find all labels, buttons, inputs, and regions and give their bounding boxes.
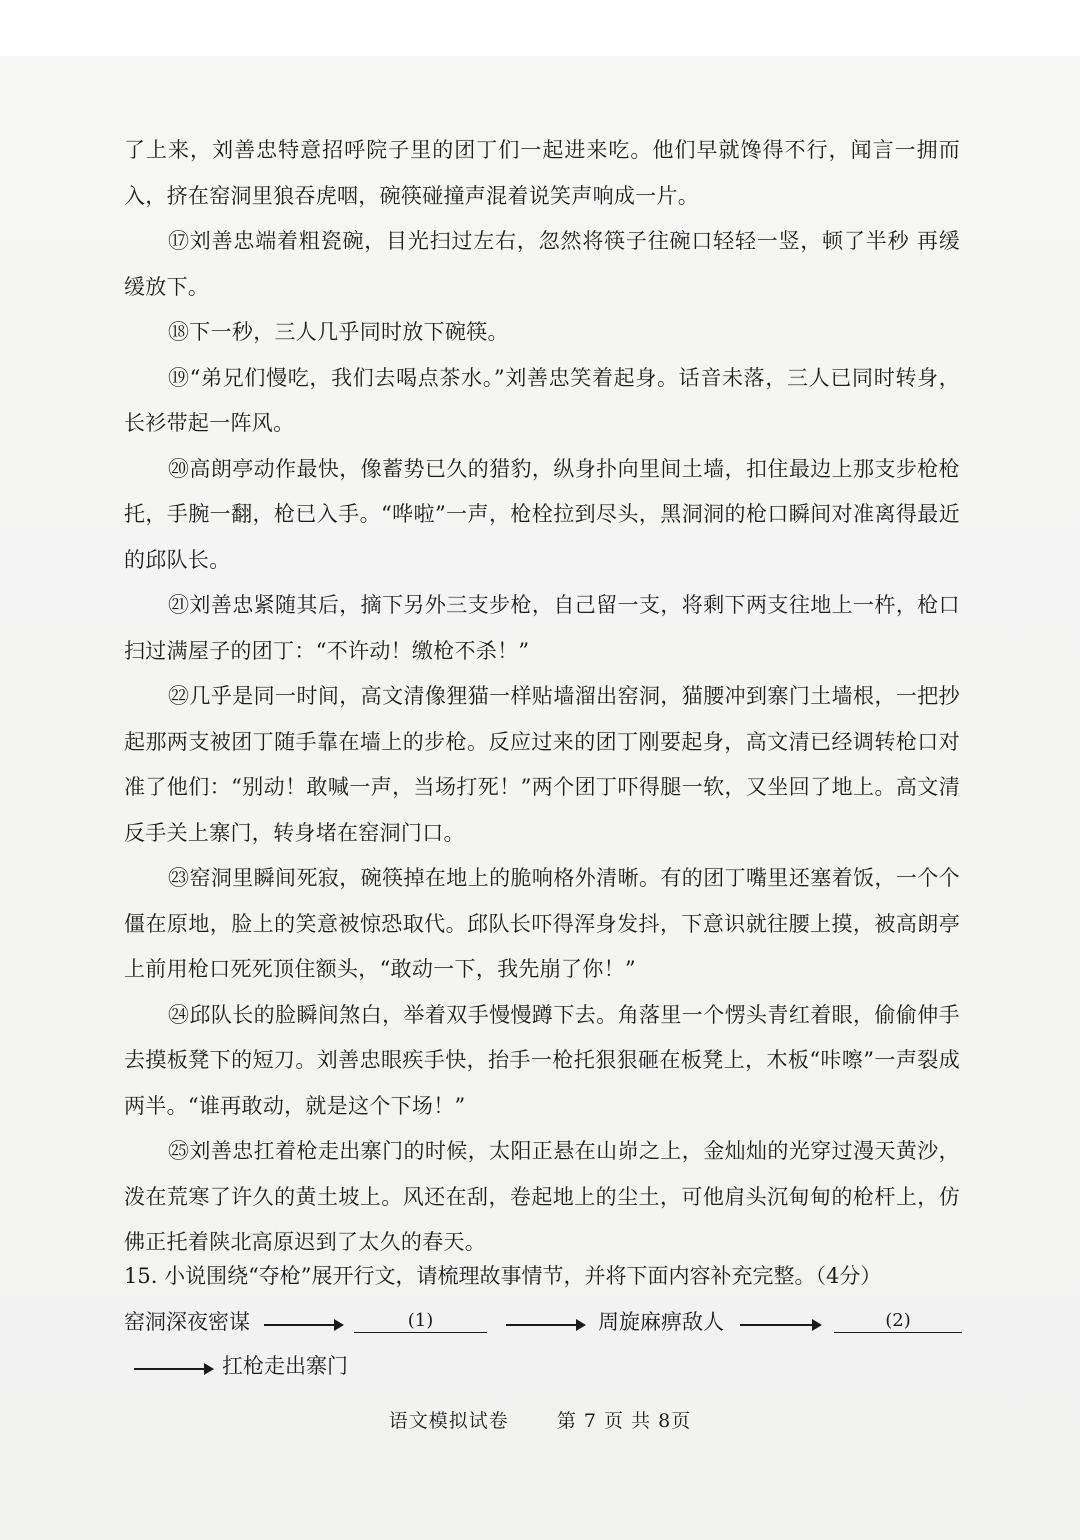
paragraph-22: ㉒几乎是同一时间，高文清像狸猫一样贴墙溜出窑洞，猫腰冲到寨门土墙根，一把抄起那两支被团丁随手靠在墙上的步枪。反应过来的团丁刚要起身，高文清已经调转枪口对准了他们：“别动！敢喊一声，当场打死！”两个团丁吓得腿一软，又坐回了地上。高文清反手关上寨门，转身堵在窑洞门口。 bbox=[124, 684, 960, 845]
footer-page-number: 第 7 页 共 8页 bbox=[556, 1410, 692, 1432]
paragraph-21: ㉑刘善忠紧随其后，摘下另外三支步枪，自己留一支，将剩下两支往地上一杵，枪口扫过满屋子的团丁：“不许动！缴枪不杀！” bbox=[124, 593, 960, 663]
top-margin bbox=[0, 0, 1080, 56]
paragraph-24: ㉔邱队长的脸瞬间煞白，举着双手慢慢蹲下去。角落里一个愣头青红着眼，偷偷伸手去摸板凳下的短刀。刘善忠眼疾手快，抬手一枪托狠狠砸在板凳上，木板“咔嚓”一声裂成两半。“谁再敢动，就是这个下场！” bbox=[124, 1002, 960, 1118]
paragraph-18: ⑱下一秒，三人几乎同时放下碗筷。 bbox=[168, 320, 509, 344]
plot-flow-row-1 bbox=[124, 1302, 974, 1342]
plot-step-3: 周旋麻痹敌人 bbox=[598, 1310, 724, 1334]
plot-flow bbox=[124, 1302, 974, 1392]
plot-flow-row-2 bbox=[124, 1346, 974, 1386]
paragraph-25: ㉕刘善忠扛着枪走出寨门的时候，太阳正悬在山峁之上，金灿灿的光穿过漫天黄沙，泼在荒寒了许久的黄土坡上。风还在刮，卷起地上的尘土，可他肩头沉甸甸的枪杆上，仿佛正托着陕北高原迟到了太久的春天。 bbox=[124, 1139, 960, 1254]
answer-blank-2[interactable] bbox=[834, 1332, 962, 1333]
arrow-icon bbox=[506, 1324, 584, 1326]
answer-blank-1-label: (1) bbox=[407, 1310, 434, 1331]
arrow-icon bbox=[134, 1368, 212, 1370]
answer-blank-2-label: (2) bbox=[885, 1310, 911, 1331]
question-15: 15. 小说围绕“夺枪”展开行文，请梳理故事情节，并将下面内容补充完整。（4分） bbox=[124, 1264, 882, 1288]
passage bbox=[124, 128, 960, 1266]
paragraph-19: ⑲“弟兄们慢吃，我们去喝点茶水。”刘善忠笑着起身。话音未落，三人已同时转身，长衫带起一阵风。 bbox=[124, 365, 960, 435]
plot-step-5: 扛枪走出寨门 bbox=[222, 1354, 348, 1378]
arrow-icon bbox=[264, 1324, 342, 1326]
page-footer bbox=[0, 1406, 1080, 1433]
paragraph-20: ⑳高朗亭动作最快，像蓄势已久的猎豹，纵身扑向里间土墙，扣住最边上那支步枪枪托，手腕一翻，枪已入手。“哗啦”一声，枪栓拉到尽头，黑洞洞的枪口瞬间对准离得最近的邱队长。 bbox=[124, 456, 960, 572]
arrow-icon bbox=[740, 1324, 820, 1326]
paragraph: 了上来，刘善忠特意招呼院子里的团丁们一起进来吃。他们早就馋得不行，闻言一拥而入，挤在窑洞里狼吞虎咽，碗筷碰撞声混着说笑声响成一片。 bbox=[124, 138, 960, 208]
paragraph-23: ㉓窑洞里瞬间死寂，碗筷掉在地上的脆响格外清晰。有的团丁嘴里还塞着饭，一个个僵在原地，脸上的笑意被惊恐取代。邱队长吓得浑身发抖，下意识就往腰上摸，被高朗亭上前用枪口死死顶住额头，“敢动一下，我先崩了你！” bbox=[124, 866, 960, 981]
paragraph-17: ⑰刘善忠端着粗瓷碗，目光扫过左右，忽然将筷子往碗口轻轻一竖，顿了半秒 再缓缓放下。 bbox=[124, 229, 960, 299]
footer-subject: 语文模拟试卷 bbox=[388, 1410, 509, 1432]
plot-step-1: 窑洞深夜密谋 bbox=[124, 1310, 250, 1334]
answer-blank-1[interactable] bbox=[354, 1332, 487, 1333]
